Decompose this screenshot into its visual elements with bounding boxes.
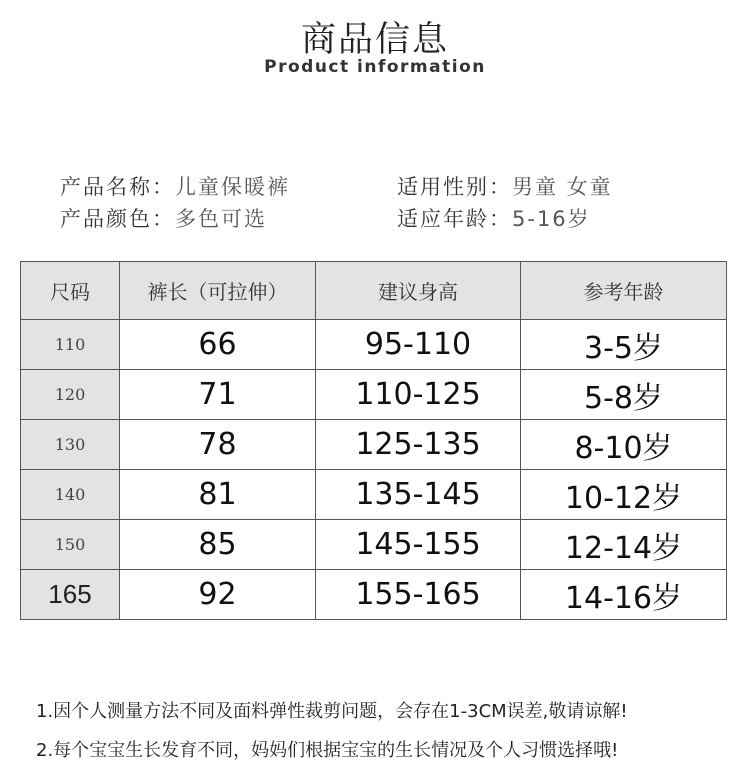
age-cell: 3-5岁 — [521, 320, 727, 370]
age-cell: 14-16岁 — [521, 570, 727, 620]
age-cell: 8-10岁 — [521, 420, 727, 470]
gender-line — [397, 171, 613, 201]
gender-label: 适用性别： — [397, 175, 512, 199]
size-table-header — [21, 262, 727, 320]
table-row — [21, 520, 727, 570]
height-cell: 110-125 — [316, 370, 521, 420]
height-cell: 125-135 — [316, 420, 521, 470]
header-height: 建议身高 — [316, 262, 521, 320]
table-row — [21, 470, 727, 520]
size-cell: 140 — [21, 470, 120, 520]
product-name-label: 产品名称： — [60, 175, 175, 199]
page-title: 商品信息 — [300, 20, 449, 60]
age-value: 5-16岁 — [512, 207, 591, 231]
length-cell: 66 — [120, 320, 316, 370]
height-cell: 135-145 — [316, 470, 521, 520]
table-row — [21, 420, 727, 470]
age-cell: 10-12岁 — [521, 470, 727, 520]
product-color-value: 多色可选 — [175, 207, 267, 231]
header-length: 裤长（可拉伸） — [120, 262, 316, 320]
length-cell: 71 — [120, 370, 316, 420]
header-size: 尺码 — [21, 262, 120, 320]
table-row — [21, 370, 727, 420]
age-cell: 12-14岁 — [521, 520, 727, 570]
size-cell: 120 — [21, 370, 120, 420]
age-line — [397, 203, 591, 233]
length-cell: 85 — [120, 520, 316, 570]
note-measurement: 1.因个人测量方法不同及面料弹性裁剪问题，会存在1-3CM误差,敬请谅解! — [36, 701, 628, 722]
height-cell: 95-110 — [316, 320, 521, 370]
header-age: 参考年龄 — [521, 262, 727, 320]
size-table — [20, 261, 727, 620]
gender-value: 男童 女童 — [512, 175, 613, 199]
product-name-line — [60, 171, 290, 201]
length-cell: 78 — [120, 420, 316, 470]
page-subtitle: Product information — [264, 57, 486, 77]
length-cell: 81 — [120, 470, 316, 520]
size-cell: 150 — [21, 520, 120, 570]
length-cell: 92 — [120, 570, 316, 620]
product-color-label: 产品颜色： — [60, 207, 175, 231]
size-cell: 110 — [21, 320, 120, 370]
product-name-value: 儿童保暖裤 — [175, 175, 290, 199]
size-cell: 165 — [21, 570, 120, 620]
table-row — [21, 570, 727, 620]
product-color-line — [60, 203, 267, 233]
height-cell: 145-155 — [316, 520, 521, 570]
table-row — [21, 320, 727, 370]
age-cell: 5-8岁 — [521, 370, 727, 420]
height-cell: 155-165 — [316, 570, 521, 620]
note-growth: 2.每个宝宝生长发育不同，妈妈们根据宝宝的生长情况及个人习惯选择哦! — [36, 740, 619, 761]
age-label: 适应年龄： — [397, 207, 512, 231]
size-cell: 130 — [21, 420, 120, 470]
